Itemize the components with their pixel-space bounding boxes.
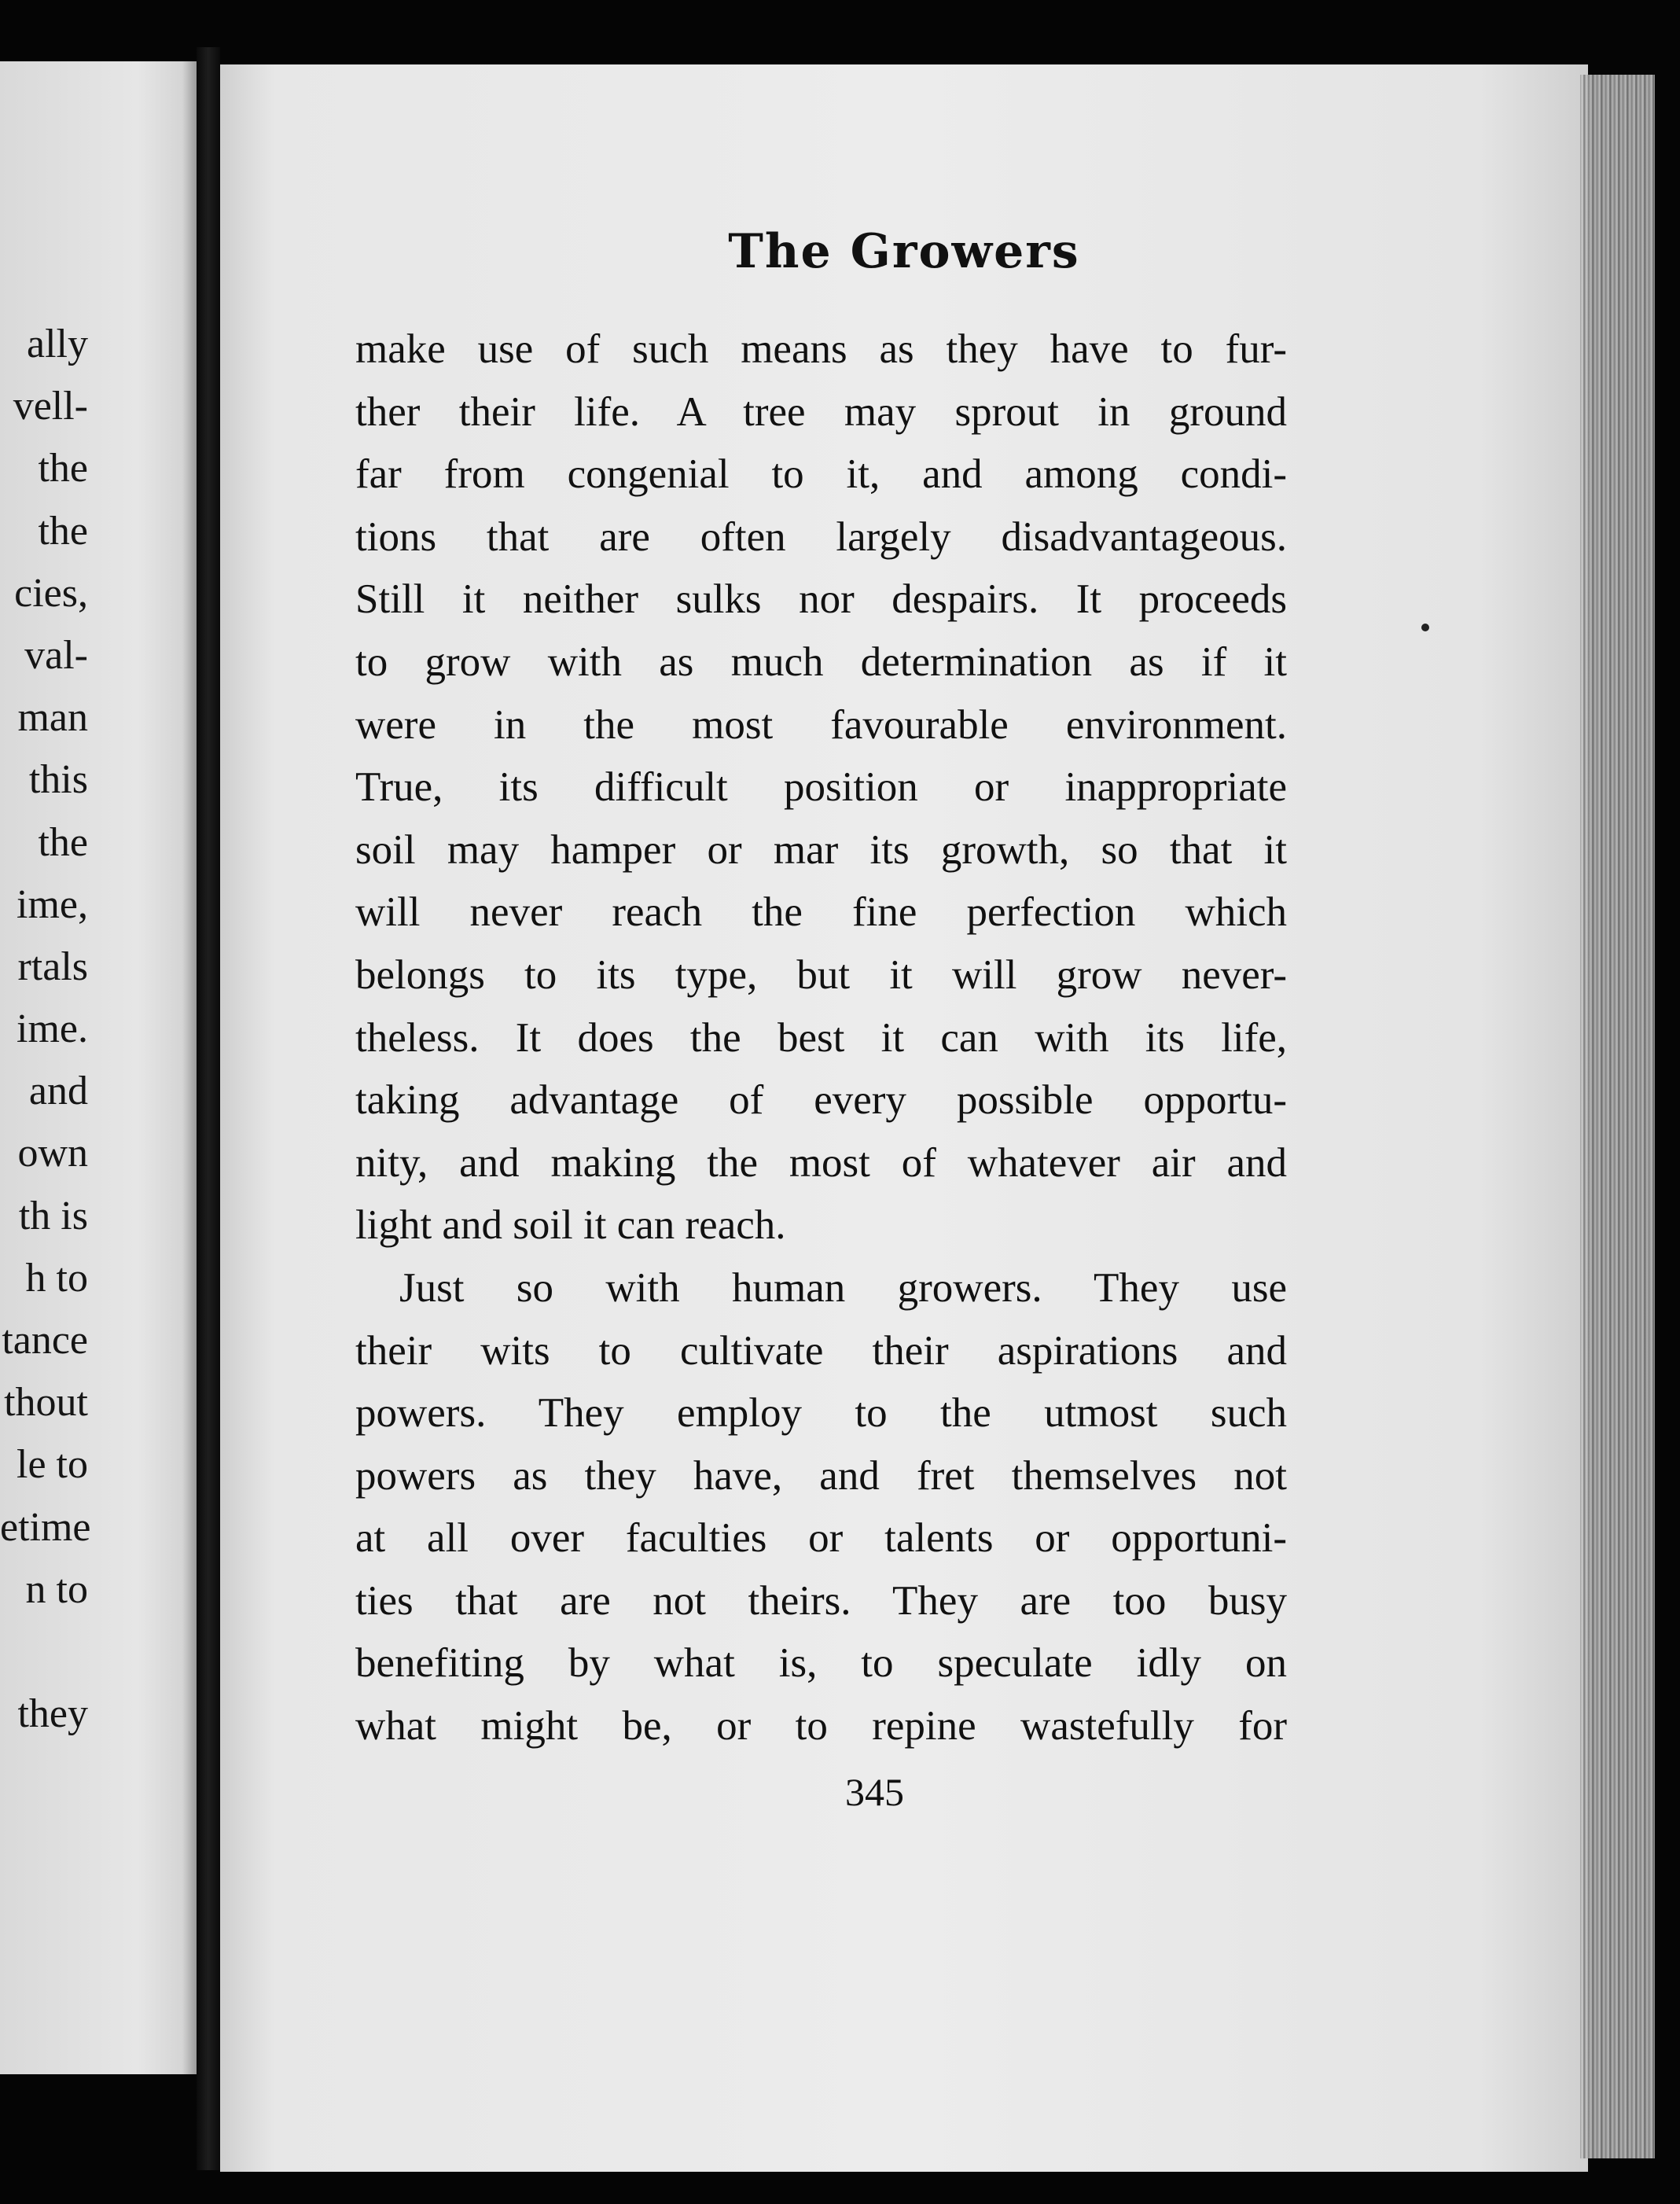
- facing-line: etime: [0, 1504, 91, 1550]
- text-line: True, its difficult position or inappropriate: [355, 764, 1287, 811]
- body-text: [355, 318, 1287, 1758]
- facing-line: ally: [27, 322, 88, 366]
- text-line: Still it neither sulks nor despairs. It proceeds: [355, 576, 1287, 623]
- text-line: what might be, or to repine wastefully for: [355, 1703, 1287, 1750]
- facing-line: cies,: [14, 570, 88, 616]
- facing-line: man: [17, 695, 88, 741]
- facing-line: this: [28, 757, 88, 803]
- running-head: The Growers: [728, 224, 1080, 279]
- facing-page-text: [0, 313, 91, 1745]
- facing-line: [0, 1621, 88, 1683]
- text-line: belongs to its type, but it will grow never-: [355, 951, 1287, 998]
- facing-line: ime.: [17, 1006, 88, 1052]
- facing-line: the: [38, 446, 88, 491]
- text-line: tions that are often largely disadvantageous.: [355, 513, 1287, 560]
- facing-line: rtals: [17, 944, 88, 989]
- text-line: nity, and making the most of whatever air and: [355, 1139, 1287, 1186]
- text-line: to grow with as much determination as if it: [355, 638, 1287, 685]
- text-line: ther their life. A tree may sprout in ground: [355, 388, 1287, 435]
- facing-line: and: [28, 1069, 88, 1114]
- text-line: Just so with human growers. They use: [399, 1264, 1287, 1311]
- text-line: make use of such means as they have to fur-: [355, 326, 1287, 372]
- facing-line: they: [17, 1691, 88, 1737]
- facing-line: val-: [24, 632, 88, 678]
- text-line: benefiting by what is, to speculate idly on: [355, 1640, 1287, 1687]
- text-line: ties that are not theirs. They are too busy: [355, 1577, 1287, 1624]
- text-line: powers as they have, and fret themselves not: [355, 1452, 1287, 1499]
- book-gutter: [197, 47, 220, 2170]
- text-line: at all over faculties or talents or opportuni-: [355, 1515, 1287, 1562]
- text-line: light and soil it can reach.: [355, 1202, 786, 1249]
- text-line: their wits to cultivate their aspirations and: [355, 1327, 1287, 1374]
- facing-line: th is: [18, 1193, 88, 1238]
- facing-line: n to: [25, 1566, 88, 1612]
- text-line: far from congenial to it, and among condi-: [355, 451, 1287, 498]
- text-line: were in the most favourable environment.: [355, 701, 1287, 748]
- facing-line: thout: [4, 1380, 88, 1426]
- facing-line: the: [38, 819, 88, 865]
- paper-speck: [1421, 624, 1429, 631]
- facing-line: h to: [25, 1255, 88, 1301]
- facing-line: ime,: [17, 881, 88, 927]
- facing-line: tance: [2, 1318, 88, 1363]
- facing-line: le to: [17, 1442, 88, 1488]
- text-line: soil may hamper or mar its growth, so that it: [355, 826, 1287, 873]
- text-line: will never reach the fine perfection which: [355, 889, 1287, 936]
- facing-line: vell-: [13, 384, 88, 429]
- page-edges: [1580, 75, 1655, 2158]
- text-line: taking advantage of every possible opportu-: [355, 1077, 1287, 1124]
- text-line: theless. It does the best it can with its life,: [355, 1014, 1287, 1061]
- page-number: 345: [845, 1770, 904, 1814]
- text-line: powers. They employ to the utmost such: [355, 1390, 1287, 1437]
- facing-line: own: [17, 1131, 88, 1176]
- facing-line: the: [38, 508, 88, 554]
